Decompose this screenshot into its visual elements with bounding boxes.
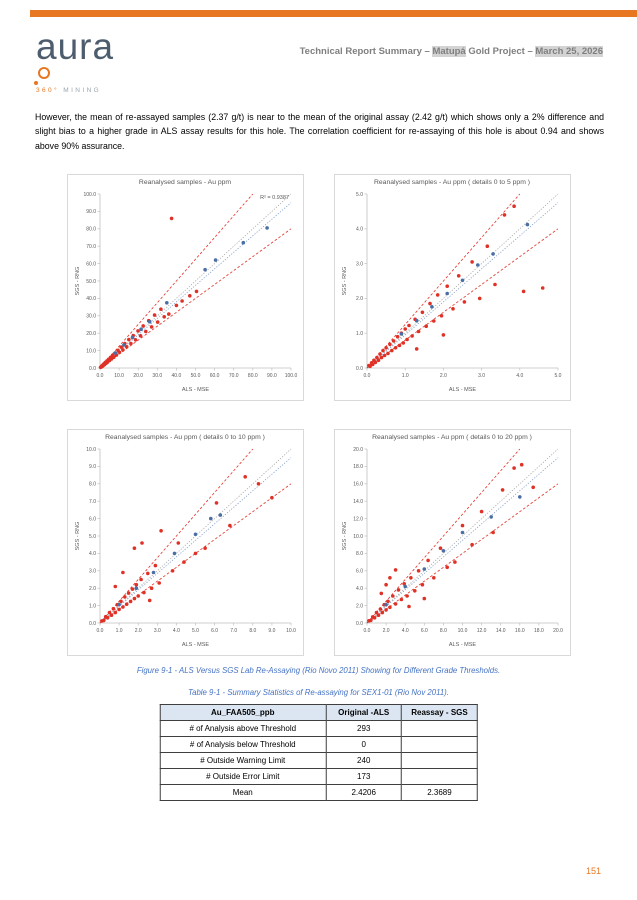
- svg-text:20.0: 20.0: [352, 446, 363, 453]
- svg-text:2.0: 2.0: [382, 628, 390, 634]
- summary-table-head: [160, 705, 478, 721]
- svg-text:0.0: 0.0: [355, 620, 363, 627]
- svg-text:7.0: 7.0: [229, 628, 237, 634]
- table-cell: 293: [326, 721, 402, 737]
- svg-text:50.0: 50.0: [85, 278, 96, 285]
- svg-text:3.0: 3.0: [355, 261, 363, 268]
- table-header-reassay-sgs: Reassay - SGS: [402, 705, 478, 721]
- table-header-parameter: Au_FAA505_ppb: [160, 705, 326, 721]
- svg-text:20.0: 20.0: [85, 331, 96, 337]
- svg-text:0.0: 0.0: [88, 620, 96, 627]
- svg-text:ALS - MSE: ALS - MSE: [448, 642, 476, 648]
- svg-text:10.0: 10.0: [113, 373, 124, 379]
- svg-text:9.0: 9.0: [267, 628, 275, 634]
- svg-text:ALS - MSE: ALS - MSE: [181, 387, 209, 393]
- svg-text:80.0: 80.0: [247, 373, 258, 379]
- svg-text:100.0: 100.0: [82, 191, 96, 198]
- table-row: [160, 753, 478, 769]
- table-cell: 0: [326, 737, 402, 753]
- svg-text:6.0: 6.0: [88, 516, 96, 523]
- figure-caption: Figure 9-1 - ALS Versus SGS Lab Re-Assaying (Rio Novo 2011) Showing for Different Grade Thresholds.: [136, 666, 501, 675]
- logo-brand-text: aura: [36, 26, 115, 67]
- svg-text:0.0: 0.0: [363, 373, 370, 379]
- chart-canvas: [72, 187, 299, 393]
- logo-tagline-text: MINING: [63, 87, 102, 94]
- svg-text:10.0: 10.0: [85, 348, 96, 355]
- accent-top-bar: [30, 10, 637, 17]
- header-title-mid: Gold Project –: [465, 46, 536, 57]
- svg-text:30.0: 30.0: [85, 313, 96, 320]
- table-row: [160, 721, 478, 737]
- svg-text:0.0: 0.0: [88, 365, 96, 372]
- svg-text:5.0: 5.0: [88, 533, 96, 540]
- svg-text:2.0: 2.0: [439, 373, 447, 379]
- table-cell: 173: [326, 769, 402, 785]
- svg-text:5.0: 5.0: [191, 628, 199, 634]
- logo-dot-icon: [34, 81, 38, 85]
- svg-text:14.0: 14.0: [352, 499, 363, 505]
- svg-text:18.0: 18.0: [352, 464, 363, 471]
- header-highlight-date: March 25, 2026: [535, 46, 603, 57]
- svg-text:40.0: 40.0: [85, 296, 96, 303]
- svg-text:ALS - MSE: ALS - MSE: [448, 387, 476, 393]
- svg-text:6.0: 6.0: [355, 568, 363, 575]
- svg-text:70.0: 70.0: [228, 373, 239, 379]
- svg-text:SGS - RNG: SGS - RNG: [341, 521, 348, 551]
- svg-text:20.0: 20.0: [132, 373, 143, 379]
- svg-text:4.0: 4.0: [401, 628, 409, 634]
- svg-text:R² = 0.9387: R² = 0.9387: [259, 195, 289, 201]
- table-cell: Mean: [160, 785, 326, 801]
- chart-canvas: [339, 187, 566, 393]
- svg-text:50.0: 50.0: [190, 373, 200, 379]
- svg-text:12.0: 12.0: [352, 516, 363, 523]
- svg-text:ALS - MSE: ALS - MSE: [181, 642, 209, 648]
- summary-table-body: [160, 721, 478, 801]
- chart-title: Reanalysed samples - Au ppm ( details 0 to 10 ppm ): [105, 434, 265, 441]
- svg-text:3.0: 3.0: [153, 628, 161, 634]
- table-row: [160, 785, 478, 801]
- aura-logo: [36, 28, 116, 95]
- svg-text:0.0: 0.0: [96, 373, 103, 379]
- table-caption: Table 9-1 - Summary Statistics of Re-assaying for SEX1-01 (Rio Nov 2011).: [188, 688, 449, 697]
- svg-text:90.0: 90.0: [266, 373, 277, 379]
- table-row: [160, 769, 478, 785]
- svg-text:0.0: 0.0: [96, 628, 103, 634]
- svg-text:100.0: 100.0: [284, 373, 297, 379]
- scatter-chart-0-to-5: [334, 174, 571, 401]
- svg-text:2.0: 2.0: [355, 296, 363, 303]
- svg-text:90.0: 90.0: [85, 209, 96, 216]
- svg-text:8.0: 8.0: [355, 551, 363, 558]
- logo-tagline: [36, 88, 116, 95]
- table-header-original-als: Original -ALS: [326, 705, 402, 721]
- header-highlight-project: Matupá: [432, 46, 466, 57]
- chart-title: Reanalysed samples - Au ppm ( details 0 to 20 ppm ): [372, 434, 532, 441]
- svg-text:8.0: 8.0: [439, 628, 447, 634]
- svg-text:8.0: 8.0: [248, 628, 256, 634]
- svg-text:12.0: 12.0: [476, 628, 486, 634]
- scatter-chart-0-to-20: [334, 429, 571, 656]
- svg-text:7.0: 7.0: [88, 499, 96, 505]
- svg-text:4.0: 4.0: [88, 551, 96, 558]
- document-header-title: [200, 46, 603, 57]
- svg-text:60.0: 60.0: [209, 373, 219, 379]
- svg-text:4.0: 4.0: [355, 586, 363, 592]
- svg-text:5.0: 5.0: [355, 191, 363, 198]
- chart-canvas: [339, 442, 566, 648]
- svg-text:1.0: 1.0: [355, 331, 363, 337]
- table-cell: 2.4206: [326, 785, 402, 801]
- svg-text:SGS - RNG: SGS - RNG: [74, 521, 81, 551]
- svg-text:SGS - RNG: SGS - RNG: [74, 266, 81, 296]
- svg-text:1.0: 1.0: [88, 603, 96, 610]
- svg-text:14.0: 14.0: [495, 628, 506, 634]
- svg-text:20.0: 20.0: [552, 628, 563, 634]
- svg-text:6.0: 6.0: [420, 628, 428, 634]
- svg-text:18.0: 18.0: [533, 628, 544, 634]
- svg-text:16.0: 16.0: [352, 481, 363, 488]
- intro-paragraph: However, the mean of re-assayed samples (2.37 g/t) is near to the mean of the original assay (2.42 g/t) which shows only a 2% difference and slight bias to a higher grade in ALS assay results for this hole. The correlation coefficient for re-assaying of this hole is about 0.94 and shows above 90% assurance.: [35, 112, 604, 151]
- svg-text:4.0: 4.0: [172, 628, 180, 634]
- svg-text:9.0: 9.0: [88, 464, 96, 471]
- svg-text:3.0: 3.0: [477, 373, 485, 379]
- svg-text:0.0: 0.0: [355, 365, 363, 372]
- summary-table: [159, 704, 478, 801]
- charts-grid: [67, 174, 571, 656]
- table-cell: # Outside Error Limit: [160, 769, 326, 785]
- svg-text:1.0: 1.0: [115, 628, 123, 634]
- svg-text:2.0: 2.0: [355, 603, 363, 610]
- table-cell: # of Analysis above Threshold: [160, 721, 326, 737]
- table-header-row: [160, 705, 478, 721]
- svg-text:10.0: 10.0: [457, 628, 467, 634]
- chart-canvas: [72, 442, 299, 648]
- svg-text:40.0: 40.0: [171, 373, 181, 379]
- svg-text:3.0: 3.0: [88, 568, 96, 575]
- chart-title: Reanalysed samples - Au ppm ( details 0 to 5 ppm ): [373, 179, 531, 186]
- svg-text:0.0: 0.0: [363, 628, 370, 634]
- svg-text:6.0: 6.0: [210, 628, 218, 634]
- svg-text:80.0: 80.0: [85, 226, 96, 233]
- svg-text:1.0: 1.0: [401, 373, 409, 379]
- svg-text:10.0: 10.0: [85, 446, 96, 453]
- svg-text:16.0: 16.0: [514, 628, 525, 634]
- svg-text:70.0: 70.0: [85, 244, 96, 250]
- logo-tagline-num: 360°: [36, 87, 60, 94]
- table-row: [160, 737, 478, 753]
- svg-text:10.0: 10.0: [285, 628, 296, 634]
- table-cell: [402, 737, 478, 753]
- svg-text:4.0: 4.0: [355, 226, 363, 233]
- scatter-chart-0-to-10: [67, 429, 304, 656]
- table-cell: [402, 753, 478, 769]
- logo-degree-ring-icon: [38, 67, 50, 79]
- svg-text:SGS - RNG: SGS - RNG: [341, 266, 348, 296]
- scatter-chart-full-range: [67, 174, 304, 401]
- table-cell: # Outside Warning Limit: [160, 753, 326, 769]
- table-cell: [402, 721, 478, 737]
- svg-text:2.0: 2.0: [134, 628, 142, 634]
- chart-title: Reanalysed samples - Au ppm: [138, 179, 232, 186]
- table-cell: 240: [326, 753, 402, 769]
- svg-text:4.0: 4.0: [515, 373, 523, 379]
- page-number: 151: [585, 866, 601, 876]
- header-title-prefix: Technical Report Summary –: [299, 46, 433, 57]
- svg-text:2.0: 2.0: [88, 586, 96, 592]
- svg-text:8.0: 8.0: [88, 481, 96, 488]
- table-cell: 2.3689: [402, 785, 478, 801]
- svg-text:30.0: 30.0: [151, 373, 162, 379]
- table-cell: [402, 769, 478, 785]
- svg-text:10.0: 10.0: [352, 533, 363, 540]
- svg-text:60.0: 60.0: [85, 261, 96, 268]
- table-cell: # of Analysis below Threshold: [160, 737, 326, 753]
- svg-text:5.0: 5.0: [554, 373, 561, 379]
